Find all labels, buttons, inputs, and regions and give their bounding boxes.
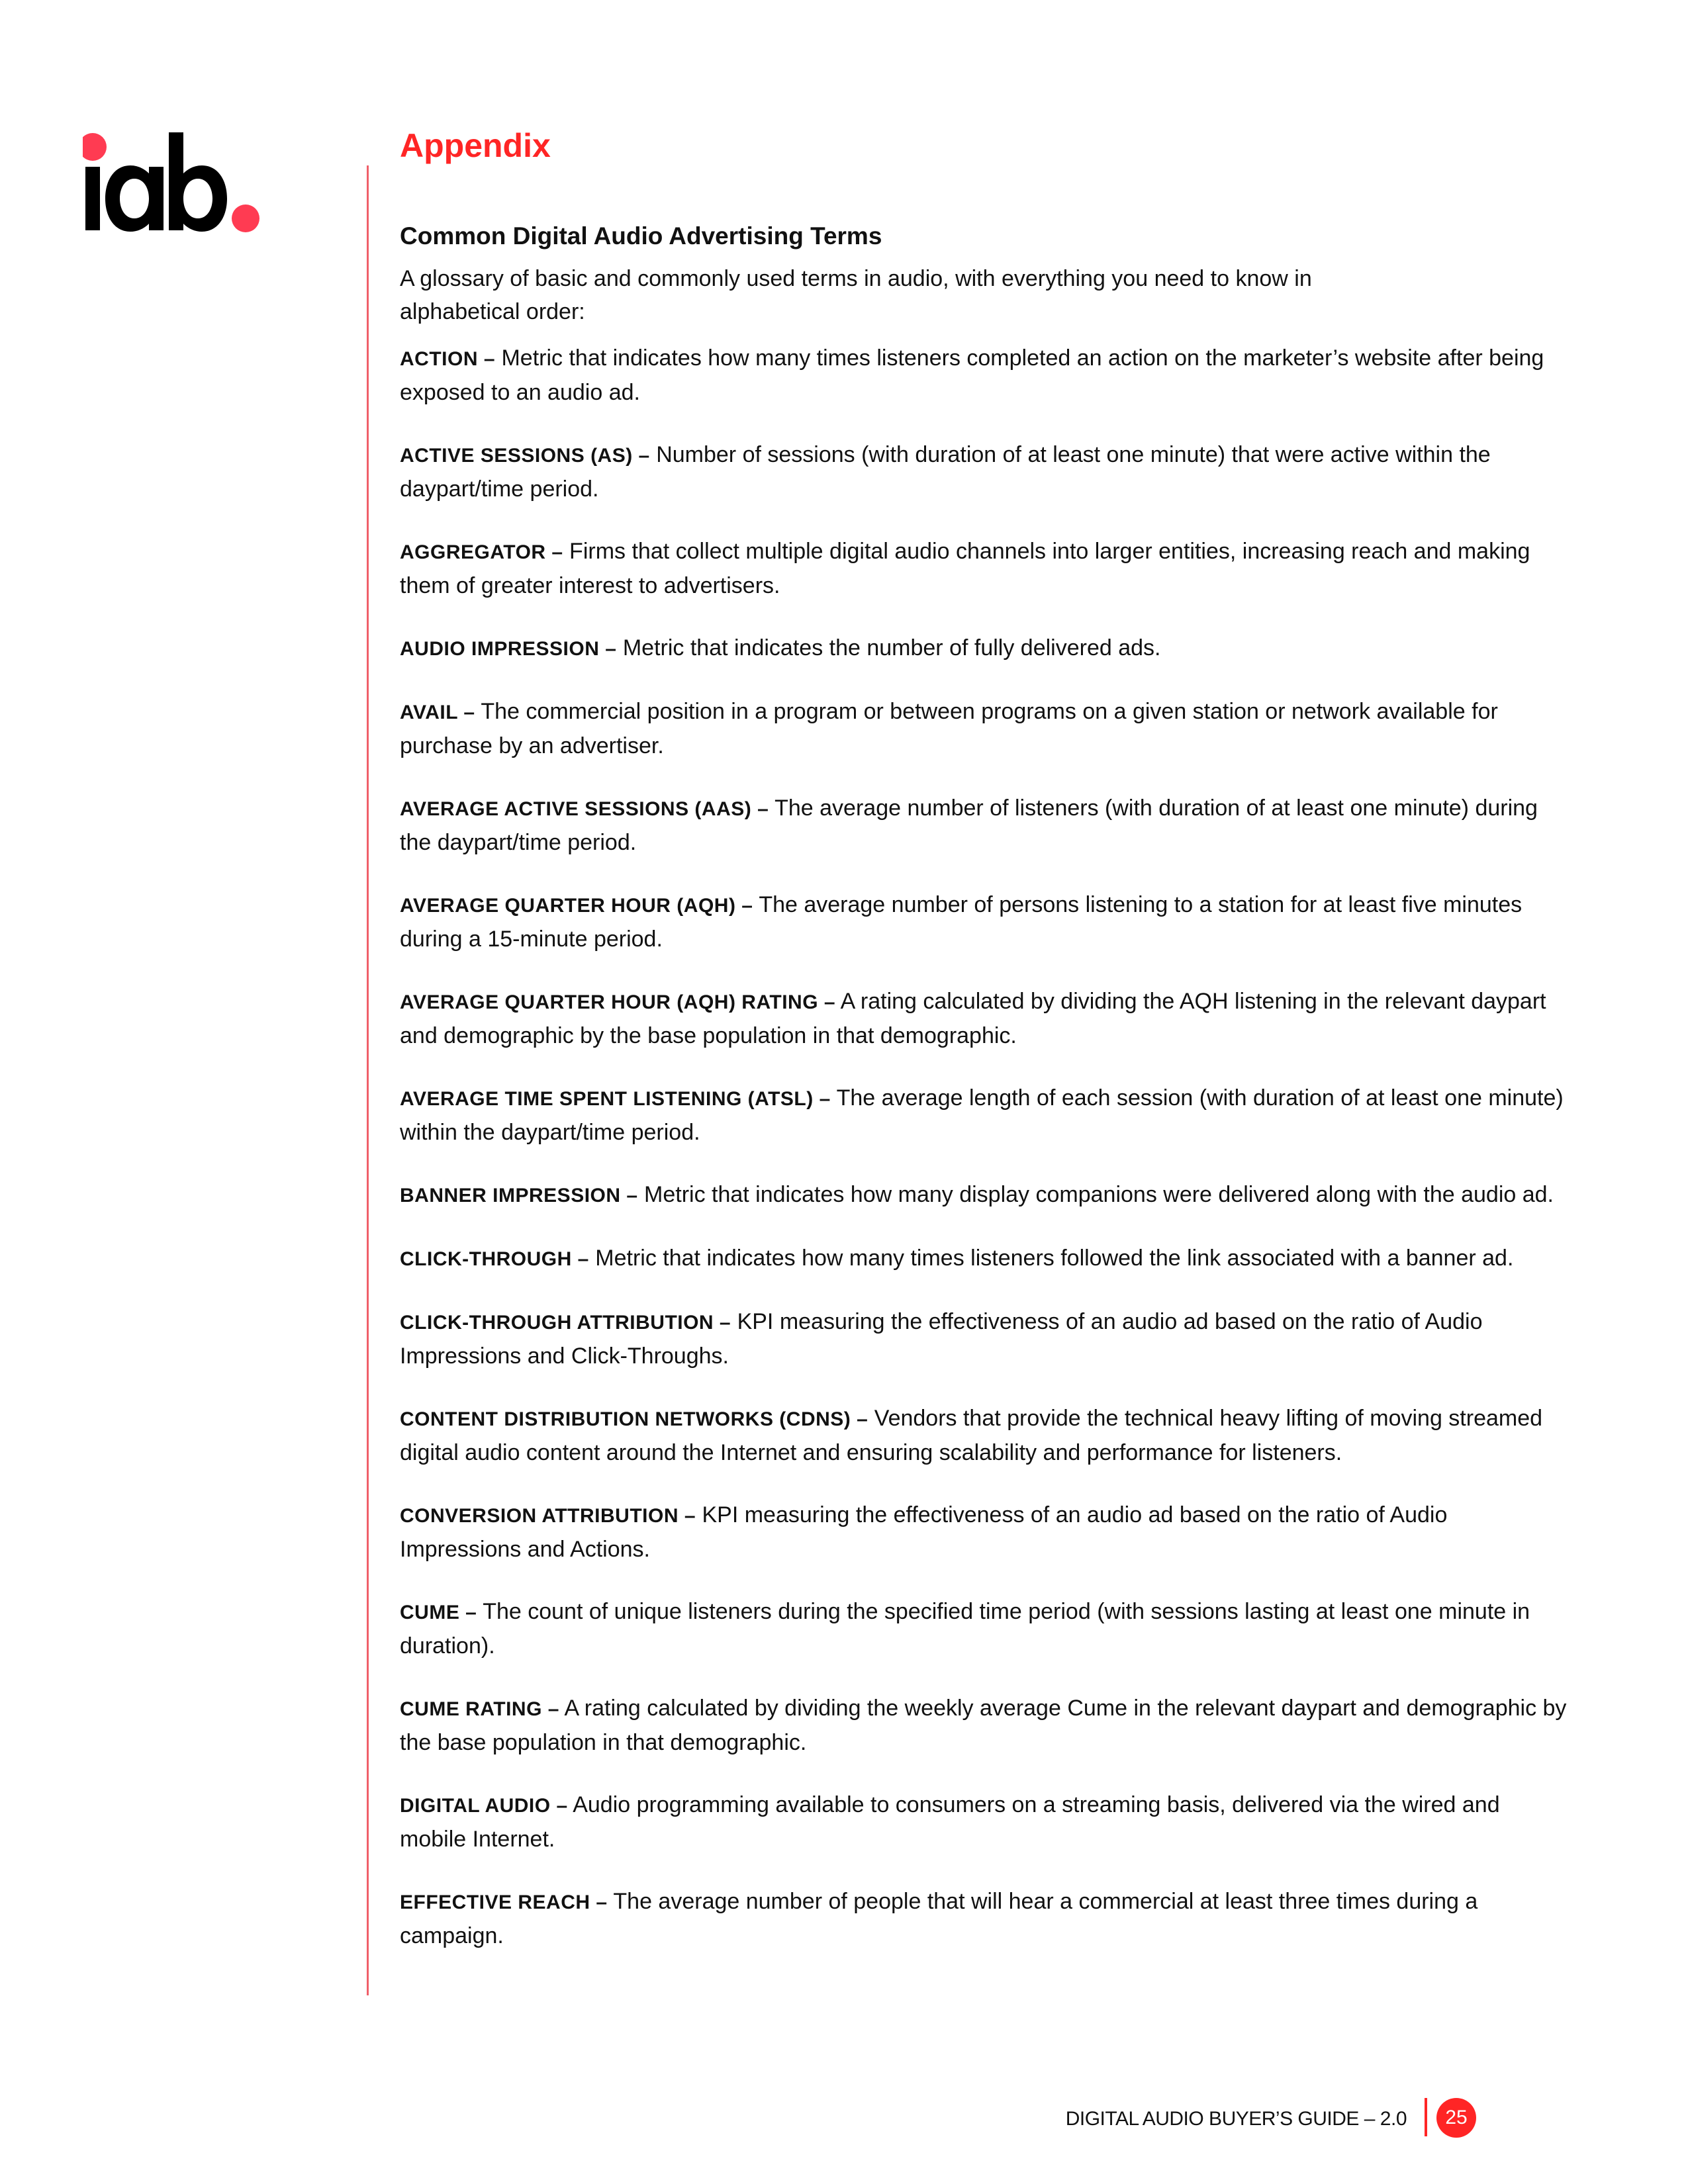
glossary-entry	[400, 1498, 1571, 1566]
glossary-term: CLICK-THROUGH –	[400, 1248, 589, 1270]
glossary-definition: The average number of persons listening to a station for at least five minutes during a 15-minute period.	[400, 892, 1523, 952]
glossary-entry	[400, 631, 1571, 666]
glossary-definition: The average number of people that will hear a commercial at least three times during a campaign.	[400, 1889, 1478, 1948]
glossary-definition: Metric that indicates how many times listeners followed the link associated with a banner ad.	[595, 1246, 1514, 1271]
glossary-entry	[400, 1788, 1571, 1856]
section-heading: Common Digital Audio Advertising Terms	[400, 222, 882, 250]
glossary-entry	[400, 535, 1571, 602]
glossary-entry	[400, 438, 1571, 506]
glossary-entry	[400, 1885, 1571, 1952]
glossary-definition: Metric that indicates how many times listeners completed an action on the marketer’s website after being exposed to an audio ad.	[400, 345, 1544, 405]
glossary-term: ACTIVE SESSIONS (AS) –	[400, 445, 650, 467]
glossary-entry	[400, 1402, 1571, 1469]
glossary-definition: Metric that indicates how many display companions were delivered along with the audio ad.	[644, 1182, 1554, 1207]
glossary-entry	[400, 1595, 1571, 1662]
glossary-term: AVERAGE TIME SPENT LISTENING (ATSL) –	[400, 1088, 831, 1110]
glossary-definition: The average length of each session (with duration of at least one minute) within the daypart/time period.	[400, 1085, 1564, 1145]
glossary-entry	[400, 1081, 1571, 1149]
glossary-entry	[400, 888, 1571, 956]
logo-letter-b	[169, 132, 227, 232]
glossary-term: CUME RATING –	[400, 1698, 559, 1720]
glossary-definition: Vendors that provide the technical heavy lifting of moving streamed digital audio content around the Internet and ensuring scalability and performance for listeners.	[400, 1406, 1543, 1465]
glossary-term: BANNER IMPRESSION –	[400, 1185, 638, 1206]
glossary-entry	[400, 1242, 1571, 1276]
glossary-definition: Firms that collect multiple digital audio channels into larger entities, increasing reach and making them of greater interest to advertisers.	[400, 539, 1530, 598]
glossary-term: CONTENT DISTRIBUTION NETWORKS (CDNS) –	[400, 1408, 868, 1430]
glossary-definition: KPI measuring the effectiveness of an audio ad based on the ratio of Audio Impressions and Click-Throughs.	[400, 1309, 1483, 1369]
glossary-list	[400, 341, 1571, 1952]
logo-letter-i	[85, 167, 100, 230]
glossary-definition: KPI measuring the effectiveness of an audio ad based on the ratio of Audio Impressions and Actions.	[400, 1502, 1448, 1562]
glossary-definition: The count of unique listeners during the specified time period (with sessions lasting at least one minute in duration).	[400, 1599, 1530, 1659]
glossary-term: DIGITAL AUDIO –	[400, 1795, 568, 1817]
glossary-definition: Number of sessions (with duration of at least one minute) that were active within the daypart/time period.	[400, 442, 1491, 502]
glossary-entry	[400, 1692, 1571, 1759]
iab-logo	[83, 126, 301, 238]
logo-letter-a	[105, 165, 164, 232]
glossary-term: CUME –	[400, 1602, 477, 1623]
glossary-entry	[400, 985, 1571, 1052]
glossary-term: CLICK-THROUGH ATTRIBUTION –	[400, 1312, 731, 1334]
footer-guide-title: DIGITAL AUDIO BUYER’S GUIDE – 2.0	[1065, 2108, 1407, 2130]
main-content	[400, 126, 1571, 1981]
glossary-term: AVAIL –	[400, 702, 475, 723]
glossary-entry	[400, 695, 1571, 762]
glossary-term: AVERAGE ACTIVE SESSIONS (AAS) –	[400, 798, 769, 820]
glossary-term: ACTION –	[400, 348, 496, 370]
page-number: 25	[1436, 2098, 1476, 2138]
logo-dot-period	[232, 205, 259, 232]
glossary-entry	[400, 1305, 1571, 1373]
glossary-term: AVERAGE QUARTER HOUR (AQH) –	[400, 895, 753, 917]
glossary-definition: A rating calculated by dividing the AQH listening in the relevant daypart and demographic by the base population in that demographic.	[400, 989, 1546, 1048]
glossary-entry	[400, 1178, 1571, 1212]
footer-divider	[1425, 2098, 1427, 2136]
glossary-term: CONVERSION ATTRIBUTION –	[400, 1505, 696, 1527]
glossary-definition: Metric that indicates the number of fully delivered ads.	[622, 635, 1161, 660]
logo-dot-i	[83, 133, 107, 161]
glossary-definition: The average number of listeners (with duration of at least one minute) during the daypart/time period.	[400, 796, 1538, 855]
glossary-definition: The commercial position in a program or between programs on a given station or network available for purchase by an advertiser.	[400, 699, 1498, 758]
glossary-term: AGGREGATOR –	[400, 541, 563, 563]
glossary-entry	[400, 792, 1571, 859]
vertical-rule	[367, 165, 369, 1995]
glossary-entry	[400, 341, 1571, 409]
glossary-term: AUDIO IMPRESSION –	[400, 638, 617, 660]
glossary-definition: Audio programming available to consumers on a streaming basis, delivered via the wired and mobile Internet.	[400, 1792, 1500, 1852]
intro-text: A glossary of basic and commonly used terms in audio, with everything you need to know in alphabetical order:	[400, 266, 1312, 324]
glossary-definition: A rating calculated by dividing the weekly average Cume in the relevant daypart and demographic by the base population in that demographic.	[400, 1696, 1567, 1755]
glossary-term: AVERAGE QUARTER HOUR (AQH) RATING –	[400, 991, 836, 1013]
page-title: Appendix	[400, 127, 551, 164]
glossary-term: EFFECTIVE REACH –	[400, 1891, 608, 1913]
